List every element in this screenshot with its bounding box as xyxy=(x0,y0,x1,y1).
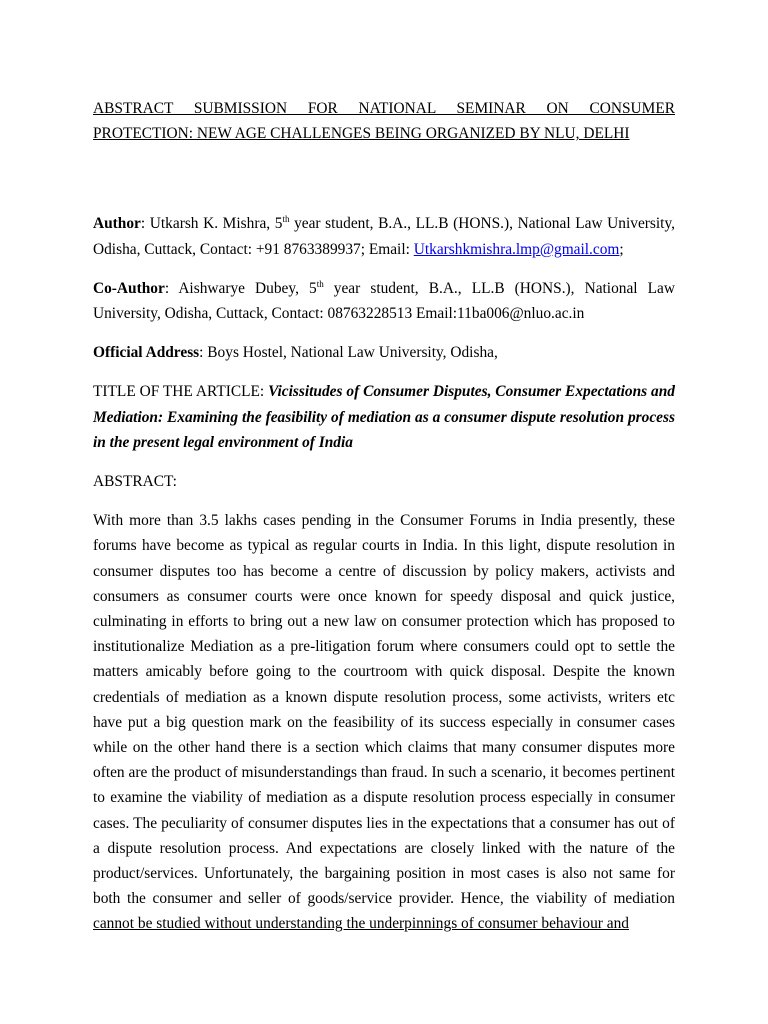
author-details: year student, B.A., LL.B (HONS.), National Law University, Odisha, Cuttack, Contact: +91 8763389937; Email: xyxy=(93,215,675,258)
article-title-label: TITLE OF THE ARTICLE: xyxy=(93,383,269,401)
coauthor-details: year student, B.A., LL.B (HONS.), National Law University, Odisha, Cuttack, Contact: 08763228513 Email:11ba006@nluo.ac.in xyxy=(93,279,675,323)
coauthor-paragraph xyxy=(93,276,675,326)
abstract-label: ABSTRACT: xyxy=(93,473,177,491)
document-page xyxy=(93,96,675,937)
spacer xyxy=(93,326,675,340)
document-heading xyxy=(93,96,675,146)
author-end: ; xyxy=(619,240,624,258)
author-ordinal-suffix: th xyxy=(282,214,290,225)
article-title-paragraph xyxy=(93,379,675,455)
address-value: : Boys Hostel, National Law University, Odisha, xyxy=(199,344,498,362)
spacer xyxy=(93,455,675,469)
spacer xyxy=(93,146,675,211)
author-label: Author xyxy=(93,215,141,233)
coauthor-name: : Aishwarye Dubey, 5 xyxy=(164,279,317,297)
author-paragraph xyxy=(93,211,675,261)
author-name: : Utkarsh K. Mishra, 5 xyxy=(140,215,283,233)
address-label: Official Address xyxy=(93,344,200,362)
abstract-text: With more than 3.5 lakhs cases pending in the Consumer Forums in India presently, these forums have become as typical as regular courts in India. In this light, dispute resolution in consumer disputes too has become a centre of discussion by policy makers, activists and consumers as consumer courts were once known for speedy disposal and quick justice, culminating in efforts to bring out a new law on consumer protection which has proposed to institutionalize Mediation as a pre-litigation forum where consumers could opt to settle the matters amicably before going to the courtroom with quick disposal. Despite the known credentials of mediation as a known dispute resolution process, some activists, writers etc have put a big question mark on the feasibility of its success especially in consumer cases while on the other hand there is a section which claims that many consumer disputes more often are the product of misunderstandings than fraud. In such a scenario, it becomes pertinent to examine the viability of mediation as a dispute resolution process especially in consumer cases. The peculiarity of consumer disputes lies in the expectations that a consumer has out of a dispute resolution process. And expectations are closely linked with the nature of the product/services. Unfortunately, the bargaining position in most cases is also not same for both the consumer and seller of goods/service provider. Hence, the viability of mediation xyxy=(93,512,675,908)
address-paragraph xyxy=(93,340,675,365)
document-heading-text: ABSTRACT SUBMISSION FOR NATIONAL SEMINAR ON CONSUMER PROTECTION: NEW AGE CHALLENGES BEING ORGANIZED BY NLU, DELHI xyxy=(93,100,675,143)
article-title: Vicissitudes of Consumer Disputes, Consumer Expectations and Mediation: Examining the feasibility of mediation as a consumer dispute resolution process in the present legal environment of India xyxy=(93,383,675,451)
abstract-body xyxy=(93,508,675,936)
author-email-link[interactable]: Utkarshkmishra.lmp@gmail.com xyxy=(413,240,620,258)
spacer xyxy=(93,262,675,276)
coauthor-label: Co-Author xyxy=(93,279,165,297)
coauthor-ordinal-suffix: th xyxy=(316,278,324,289)
spacer xyxy=(93,494,675,508)
spacer xyxy=(93,365,675,379)
abstract-text-tail: cannot be studied without understanding the underpinnings of consumer behaviour and xyxy=(93,915,629,933)
abstract-heading xyxy=(93,469,675,494)
